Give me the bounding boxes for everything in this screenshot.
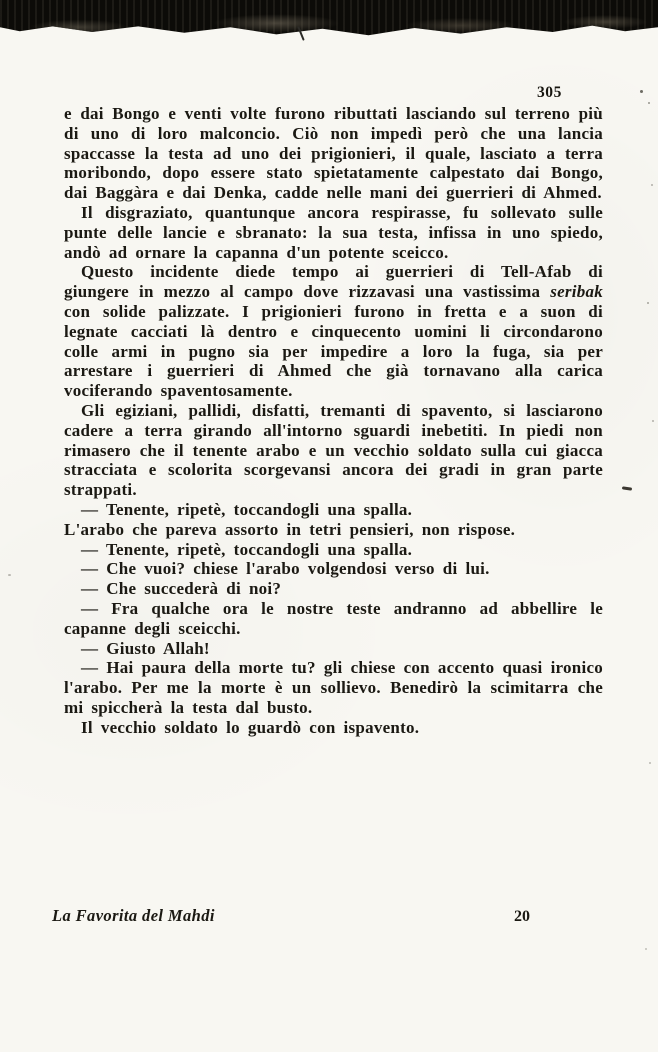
paragraph: L'arabo che pareva assorto in tetri pensieri, non rispose. xyxy=(64,519,516,539)
signature-number: 20 xyxy=(514,908,530,925)
paragraph: Il disgraziato, quantunque ancora respirasse, fu sollevato sulle punte delle lancie e sbranato: la sua testa, infissa in uno spiedo, andò ad ornare la capanna d'un potente sceicco. xyxy=(64,202,603,262)
scan-speck xyxy=(648,102,650,104)
scan-speck xyxy=(652,420,654,422)
paragraph: e dai Bongo e venti volte furono ributtati lasciando sul terreno più di uno di loro malconcio. Ciò non impedì però che una lancia spaccasse la testa ad uno dei prigionieri, il quale, lasciato a terra moribondo, dopo essere stato spietatamente calpestato dai Bongo, dai Baggàra e dai Denka, cadde nelle mani dei guerrieri di Ahmed. xyxy=(64,104,603,203)
scan-speck xyxy=(647,302,649,304)
paragraph xyxy=(64,262,603,401)
paragraph: Il vecchio soldato lo guardò con ispavento. xyxy=(81,717,420,737)
scan-speck xyxy=(649,762,651,764)
dialogue-line: — Che vuoi? chiese l'arabo volgendosi verso di lui. xyxy=(81,559,490,579)
dialogue-line: — Che succederà di noi? xyxy=(81,579,282,599)
paragraph: Gli egiziani, pallidi, disfatti, tremanti di spavento, si lasciarono cadere a terra girando all'intorno sguardi inebetiti. In piedi non rimasero che il tenente arabo e un vecchio soldato sulla cui giacca stracciata e scolorita scorgevansi ancora dei gradi in gran parte strappati. xyxy=(64,400,603,500)
scan-speck xyxy=(645,948,647,950)
page-footer xyxy=(52,906,530,926)
footer-book-title: La Favorita del Mahdi xyxy=(52,906,215,925)
dialogue-line: — Giusto Allah! xyxy=(81,638,210,658)
scan-speck-dash xyxy=(622,486,632,490)
paragraph-segment: Questo incidente diede tempo ai guerrieri di Tell-Afab di giungere in mezzo al campo dove rizzavasi una vastissima xyxy=(64,262,603,302)
scan-artifact-top-band xyxy=(0,0,658,40)
dialogue-line: — Fra qualche ora le nostre teste andranno ad abbellire le capanne degli sceicchi. xyxy=(64,598,603,638)
body-text-block xyxy=(64,104,603,738)
dialogue-line: — Tenente, ripetè, toccandogli una spalla. xyxy=(81,499,413,519)
italic-term: seribak xyxy=(550,282,603,302)
dialogue-line: — Tenente, ripetè, toccandogli una spalla. xyxy=(81,539,413,559)
scan-speck xyxy=(8,574,11,576)
page-number: 305 xyxy=(536,84,562,101)
scan-speck xyxy=(651,184,653,186)
paragraph-segment: con solide palizzate. I prigionieri furono in fretta e a suon di legnate cacciati là dentro e cinquecento uomini li circondarono colle armi in pugno sia per impedire a loro la fuga, sia per arrestare i guerrieri di Ahmed che già tornavano alla carica vociferando spaventosamente. xyxy=(64,301,603,401)
dialogue-line: — Hai paura della morte tu? gli chiese con accento quasi ironico l'arabo. Per me la morte è un sollievo. Benedirò la scimitarra che mi spiccherà la testa dal busto. xyxy=(64,658,603,717)
scan-speck xyxy=(640,90,643,93)
